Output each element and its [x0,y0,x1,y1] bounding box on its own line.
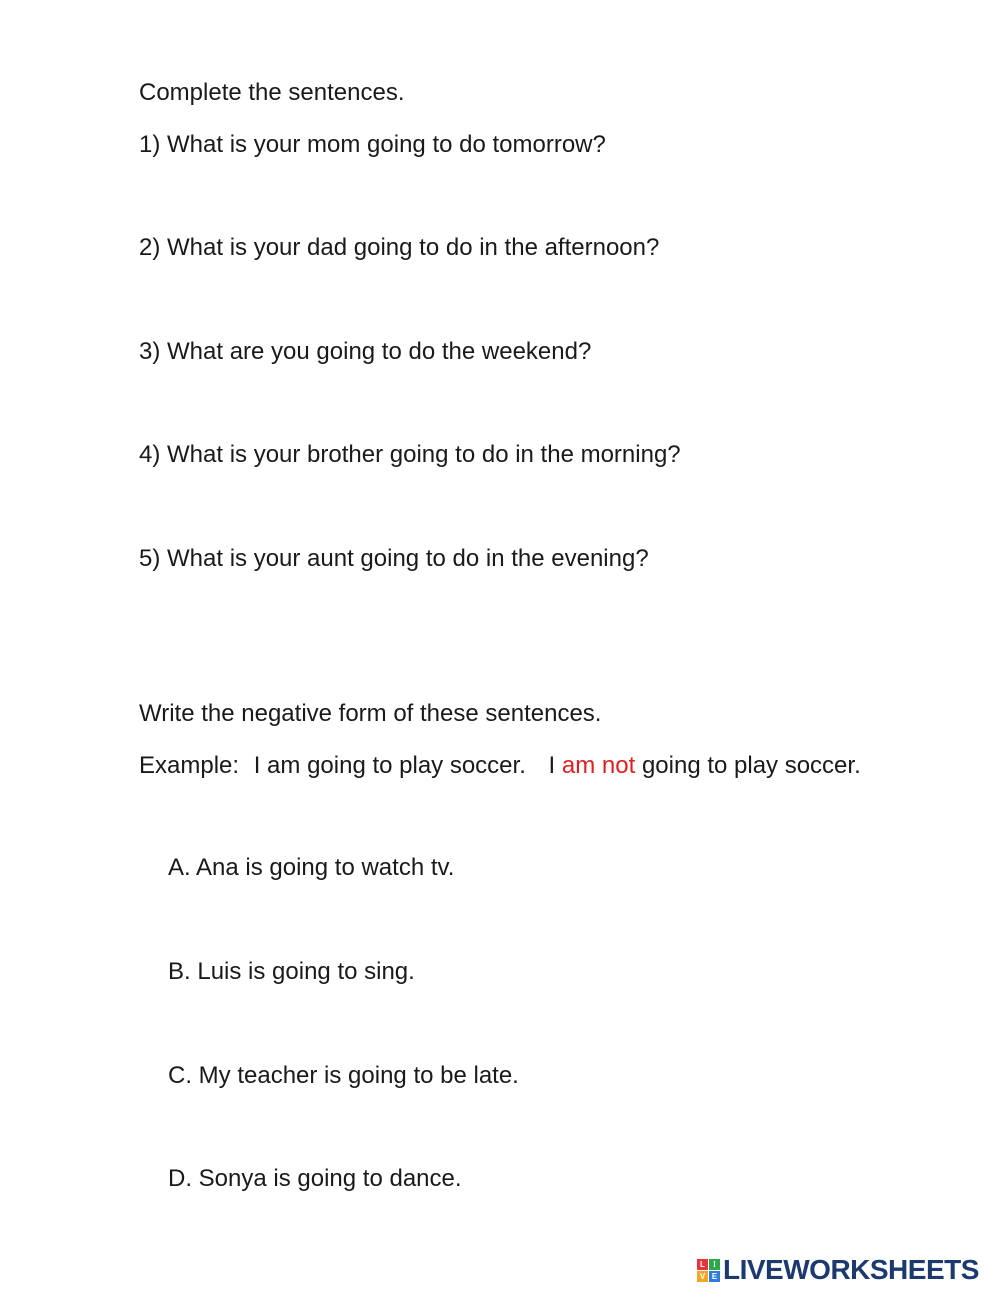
item-text: Sonya is going to dance. [198,1165,462,1192]
question-number: 2) [139,234,161,261]
question-number: 3) [139,338,161,365]
item-letter: D. [168,1165,192,1192]
liveworksheets-logo [697,1255,979,1285]
question-text: What is your mom going to do tomorrow? [167,131,606,158]
question-4 [139,440,681,470]
question-text: What are you going to do the weekend? [167,338,592,365]
example-answer-highlight: am not [561,752,636,779]
logo-mark-tile: E [709,1271,720,1282]
example-answer-start: I [548,752,556,779]
item-c [168,1061,519,1091]
item-letter: A. [168,854,191,881]
logo-mark-tile: I [709,1259,720,1270]
item-text: Luis is going to sing. [197,958,415,985]
question-text: What is your aunt going to do in the evening? [167,545,649,572]
example-label: Example: [139,752,240,779]
question-number: 5) [139,545,161,572]
instruction-complete: Complete the sentences. [139,79,405,106]
item-text: My teacher is going to be late. [198,1062,519,1089]
question-number: 4) [139,441,161,468]
item-b [168,957,415,987]
instruction-negative: Write the negative form of these sentences. [139,700,602,727]
item-d [168,1164,462,1194]
example-answer-end: going to play soccer. [641,752,861,779]
item-text: Ana is going to watch tv. [196,854,455,881]
logo-mark-icon [697,1259,720,1282]
question-2 [139,233,659,263]
question-number: 1) [139,131,161,158]
item-letter: B. [168,958,191,985]
question-text: What is your brother going to do in the morning? [167,441,681,468]
logo-mark-tile: L [697,1259,708,1270]
item-a [168,853,454,883]
example-line [139,751,861,781]
question-3 [139,337,591,367]
question-text: What is your dad going to do in the afternoon? [167,234,660,261]
item-letter: C. [168,1062,192,1089]
logo-mark-tile: V [697,1271,708,1282]
example-sentence: I am going to play soccer. [253,752,526,779]
question-1 [139,130,606,160]
logo-text: LIVEWORKSHEETS [723,1254,979,1285]
question-5 [139,544,649,574]
